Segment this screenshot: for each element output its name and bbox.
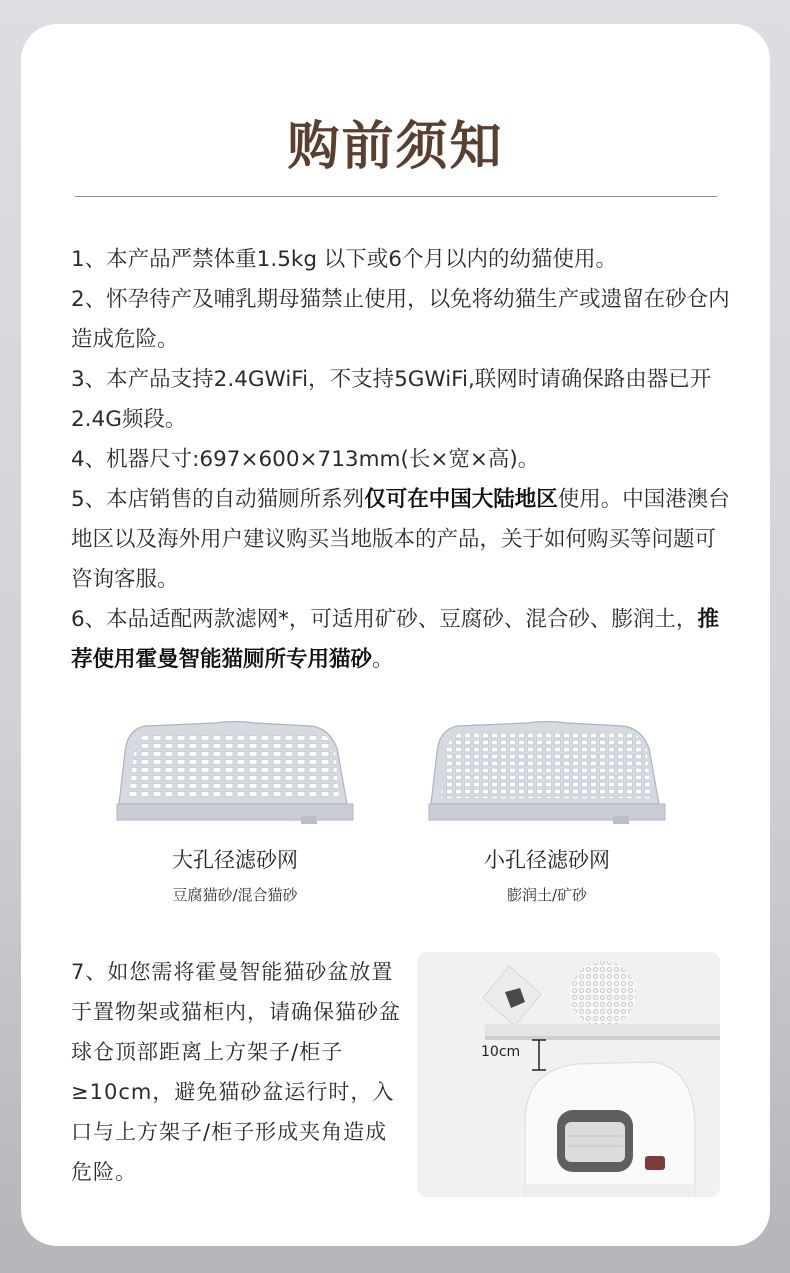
small-hole-filter bbox=[427, 718, 667, 905]
note-item: 3、本产品支持2.4GWiFi，不支持5GWiFi,联网时请确保路由器已开2.4G频段。 bbox=[71, 367, 712, 432]
small-hole-filter-image bbox=[427, 718, 667, 830]
litter-recommendation-emphasis: 推荐使用霍曼智能猫厕所专用猫砂 bbox=[71, 607, 719, 672]
note-item: 4、机器尺寸:697×600×713mm(长×宽×高)。 bbox=[71, 447, 540, 472]
region-restriction-emphasis: 仅可在中国大陆地区 bbox=[364, 487, 558, 512]
filter-name: 大孔径滤砂网 bbox=[172, 848, 298, 872]
clearance-measure-icon bbox=[532, 1040, 546, 1070]
note-item-7: 7、如您需将霍曼智能猫砂盆放置于置物架或猫柜内，请确保猫砂盆球仓顶部距离上方架子/柜子≥10cm，避免猫砂盆运行时，入口与上方架子/柜子形成夹角造成危险。 bbox=[71, 960, 401, 1184]
note-item: 2、怀孕待产及哺乳期母猫禁止使用，以免将幼猫生产或遗留在砂仓内造成危险。 bbox=[71, 287, 730, 352]
filter-suitable-litter: 豆腐猫砂/混合猫砂 bbox=[172, 886, 298, 904]
filter-name: 小孔径滤砂网 bbox=[484, 848, 610, 872]
notice-card bbox=[21, 24, 770, 1246]
decor-ball-icon bbox=[570, 961, 636, 1027]
title-divider bbox=[75, 196, 717, 197]
shelf bbox=[485, 1024, 720, 1038]
note-item: 5、本店销售的自动猫厕所系列仅可在中国大陆地区使用。中国港澳台地区以及海外用户建议购买当地版本的产品，关于如何购买等问题可咨询客服。 bbox=[71, 487, 730, 592]
shelf-clearance-illustration bbox=[417, 952, 720, 1197]
shelf-clearance-photo bbox=[417, 952, 720, 1197]
notes-list bbox=[71, 240, 731, 680]
litter-box-icon bbox=[525, 1062, 695, 1197]
filter-suitable-litter: 膨润土/矿砂 bbox=[506, 886, 588, 904]
note-item: 1、本产品严禁体重1.5kg 以下或6个月以内的幼猫使用。 bbox=[71, 247, 617, 272]
clearance-label: 10cm bbox=[481, 1044, 521, 1060]
decor-diamond-icon bbox=[483, 966, 541, 1026]
note-item: 6、本品适配两款滤网*，可适用矿砂、豆腐砂、混合砂、膨润土，推荐使用霍曼智能猫厕所专用猫砂。 bbox=[71, 607, 719, 672]
page-title: 购前须知 bbox=[287, 117, 504, 177]
large-hole-filter bbox=[115, 718, 355, 905]
large-hole-filter-image bbox=[115, 718, 355, 830]
